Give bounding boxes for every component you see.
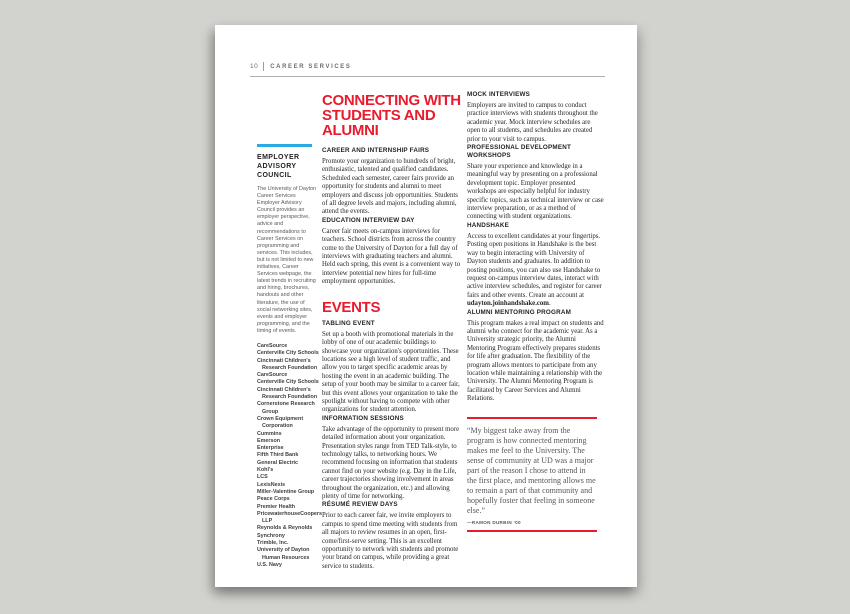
events-headline: EVENTS [322,298,381,316]
right-column [467,91,605,532]
header-divider [263,62,264,71]
company-list-item: Cincinnati Children's Research Foundation [257,386,318,401]
company-list-item: CareSource [257,372,288,379]
company-list-item: Miller-Valentine Group [257,488,315,495]
company-list [257,342,323,569]
section-body: Employers are invited to campus to conduct practice interviews with students throughout the academic year. Mock interview schedules are open to all students, and schedules are created prior to your visit to campus. [467,102,598,143]
section-body: Set up a booth with promotional materials in the lobby of one of our academic buildings to showcase your organization's opportunities. These locations see a high level of student traffic, and allow you to target specific academic areas by hosting the event in an academic building. The setup of your booth may be similar to a career fair, but this event allows your organization to take the spotlight without having to compete with other organizations for student attention. [322,330,460,414]
section-heading: EDUCATION INTERVIEW DAY [322,216,415,224]
section-body: Prior to each career fair, we invite employers to campus to spend time meeting with students from all majors to review resumes in an open, first-come/first-serve setting. This is an excellent opportunity to network with students and promote your brand on campus, while providing a great service to students. [322,512,459,570]
section-heading: CAREER AND INTERNSHIP FAIRS [322,147,430,154]
quote-text: “My biggest take away from the program is how connected mentoring makes me feel to the University. The sense of community at UD was a major part of the reason I chose to attend in the first place, and mentoring allows me to remain a part of that community and hopefully foster that feeling in someone else.” [467,425,596,515]
company-list-item: Emerson [257,437,281,444]
section-label: CAREER SERVICES [270,63,352,70]
section-alumni-mentoring-program [467,309,605,404]
company-list-item: Centerville City Schools [257,379,319,386]
company-list-item: PricewaterhouseCoopers LLP [257,510,323,525]
section-heading: PROFESSIONAL DEVELOPMENT WORKSHOPS [467,144,572,160]
section-mock-interviews [467,91,605,144]
running-header [250,61,605,77]
section-information-sessions [322,415,462,502]
company-list-item: Enterprise [257,445,284,452]
section-body: Take advantage of the opportunity to present more detailed information about your organization. Presentation styles range from TED Talk-style, to technology talks, to networking hours. We recommend focusing on information that students cannot find on your website (e.g. Day in the Life, career trajectories showing involvement in areas throughout the organization, etc.) and allowing plenty of time for networking. [322,425,460,500]
sidebar-heading: EMPLOYER ADVISORY COUNCIL [257,154,300,179]
company-list-item: Kohl's [257,467,274,474]
header-rule [250,76,605,77]
section-heading: INFORMATION SESSIONS [322,414,404,422]
brochure-page [215,25,637,587]
main-headline: CONNECTING WITH STUDENTS AND ALUMNI [322,92,461,139]
section-body: Career fair meets on-campus interviews for teachers. School districts from across the country come to the University of Dayton for a full day of interviews with graduating teachers and alumni. Held each spring, this event is a convenient way to interview potential new hires for full-time employment opportunities. [322,227,461,286]
company-list-item: U.S. Navy [257,561,282,568]
section-tabling-event [322,320,462,415]
section-body [467,233,605,309]
company-list-item: Reynolds & Reynolds [257,525,313,532]
section-resume-review-days [322,501,462,571]
section-handshake [467,222,605,309]
company-list-item: Trimble, Inc. [257,539,289,546]
company-list-item: Peace Corps [257,496,290,503]
pull-quote [467,417,597,532]
page-number: 10 [250,63,259,70]
company-list-item: Cincinnati Children's Research Foundation [257,357,318,371]
company-list-item: LCS [257,474,268,481]
section-body: This program makes a real impact on students and alumni who connect for the academic year. As a University strategic priority, the Alumni Mentoring Program effectively prepares students for life after graduation. The flexibility of the program allows mentors to participate from any location while maintaining a relationship with the University. The Alumni Mentoring Program is facilitated by Career Services and Alumni Relations. [467,319,604,403]
section-heading: TABLING EVENT [322,319,375,327]
handshake-body-end: . [548,300,551,308]
sidebar-employer-advisory-council [257,144,323,569]
company-list-item: CareSource [257,342,288,349]
sidebar-description: The University of Dayton Career Services Employer Advisory Council provides an employer perspective, advice and recommendations to Career Services on programming and services. This includes, but is not limited to new initiatives, Career Services webpage, the latest trends in recruiting and hiring, brochures, handouts and other literature, the use of social networking sites, events and employer programming, and the timing of events. [257,186,317,334]
section-education-interview-day [322,217,462,287]
company-list-item: Cummins [257,430,282,437]
company-list-item: Synchrony [257,532,285,539]
company-list-item: Premier Health [257,503,296,510]
section-career-internship-fairs [322,147,462,217]
quote-attribution: —RAMON DURBIN ’00 [467,519,521,525]
section-body: Share your experience and knowledge in a meaningful way by presenting on a professional development topic. Employer presented workshops are especially helpful for industry specific topics, such as technical interview or case interview preparation, or as a method of connecting with student organizations. [467,163,604,221]
section-heading: MOCK INTERVIEWS [467,91,531,98]
handshake-body-text: Access to excellent candidates at your fingertips. Posting open positions in Handshake is the best way to begin interacting with University of Dayton students and graduates. In addition to posting positions, you can also use Handshake to request on-campus interview dates, interact with active interview schedules, and register for career fairs and other events. Create an account at [467,232,602,299]
handshake-url: udayton.joinhandshake.com [467,300,549,308]
cyan-accent-bar [257,144,312,147]
company-list-item: Cornerstone Research Group [257,401,315,415]
company-list-item: University of Dayton Human Resources [257,547,310,561]
section-heading: HANDSHAKE [467,221,510,229]
section-professional-development-workshops [467,144,605,222]
company-list-item: LexisNexis [257,481,286,488]
company-list-item: General Electric [257,459,299,466]
company-list-item: Crown Equipment Corporation [257,415,304,430]
main-column [322,93,462,571]
section-body: Promote your organization to hundreds of bright, enthusiastic, talented and qualified candidates. Scheduled each semester, career fairs provide an opportunity for students and alumni to meet employers and discuss job opportunities. Students of all degree levels and majors, including alumni, attend the events. [322,158,458,216]
section-heading: RÉSUMÉ REVIEW DAYS [322,501,398,509]
section-heading: ALUMNI MENTORING PROGRAM [467,308,572,316]
company-list-item: Centerville City Schools [257,350,319,357]
company-list-item: Fifth Third Bank [257,452,299,459]
